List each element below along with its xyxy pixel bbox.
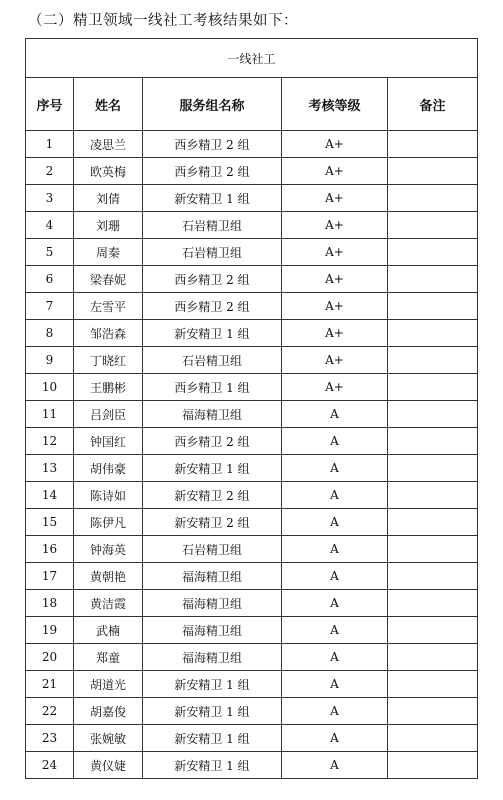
row-grade: A+ <box>282 131 388 158</box>
row-team: 西乡精卫 2 组 <box>143 293 282 320</box>
column-header-row <box>26 78 478 131</box>
row-note <box>388 509 478 536</box>
row-name: 丁晓红 <box>74 347 143 374</box>
row-name: 黄朝艳 <box>74 563 143 590</box>
row-team: 西乡精卫 1 组 <box>143 374 282 401</box>
row-number: 20 <box>26 644 74 671</box>
row-name: 郑童 <box>74 644 143 671</box>
row-note <box>388 428 478 455</box>
row-grade: A <box>282 725 388 752</box>
row-number: 12 <box>26 428 74 455</box>
row-note <box>388 482 478 509</box>
row-grade: A <box>282 698 388 725</box>
group-title: 一线社工 <box>26 39 478 78</box>
row-grade: A+ <box>282 347 388 374</box>
table-row <box>26 509 478 536</box>
row-grade: A <box>282 536 388 563</box>
table-row <box>26 158 478 185</box>
row-number: 6 <box>26 266 74 293</box>
row-team: 石岩精卫组 <box>143 212 282 239</box>
row-team: 福海精卫组 <box>143 563 282 590</box>
row-number: 8 <box>26 320 74 347</box>
table-row <box>26 212 478 239</box>
table-row <box>26 320 478 347</box>
row-number: 2 <box>26 158 74 185</box>
row-name: 凌思兰 <box>74 131 143 158</box>
row-note <box>388 185 478 212</box>
group-title-row <box>26 39 478 78</box>
row-number: 3 <box>26 185 74 212</box>
table-row <box>26 455 478 482</box>
row-team: 福海精卫组 <box>143 590 282 617</box>
table-row <box>26 752 478 779</box>
table-row <box>26 131 478 158</box>
row-grade: A <box>282 428 388 455</box>
table-row <box>26 266 478 293</box>
row-note <box>388 752 478 779</box>
row-number: 10 <box>26 374 74 401</box>
row-note <box>388 347 478 374</box>
row-name: 钟国红 <box>74 428 143 455</box>
row-name: 黄仪婕 <box>74 752 143 779</box>
row-number: 13 <box>26 455 74 482</box>
table-row <box>26 401 478 428</box>
row-grade: A <box>282 455 388 482</box>
row-name: 邹浩森 <box>74 320 143 347</box>
row-team: 新安精卫 2 组 <box>143 482 282 509</box>
row-note <box>388 374 478 401</box>
row-note <box>388 563 478 590</box>
row-team: 西乡精卫 2 组 <box>143 266 282 293</box>
row-name: 陈伊凡 <box>74 509 143 536</box>
row-team: 福海精卫组 <box>143 401 282 428</box>
row-note <box>388 266 478 293</box>
section-heading: （二）精卫领域一线社工考核结果如下： <box>28 13 298 29</box>
row-note <box>388 590 478 617</box>
row-name: 胡伟豪 <box>74 455 143 482</box>
row-grade: A+ <box>282 185 388 212</box>
row-name: 武楠 <box>74 617 143 644</box>
row-name: 吕剑臣 <box>74 401 143 428</box>
row-note <box>388 698 478 725</box>
column-header-name: 姓名 <box>74 78 143 131</box>
row-number: 24 <box>26 752 74 779</box>
row-number: 23 <box>26 725 74 752</box>
row-note <box>388 158 478 185</box>
row-name: 钟海英 <box>74 536 143 563</box>
row-number: 22 <box>26 698 74 725</box>
row-team: 西乡精卫 2 组 <box>143 158 282 185</box>
row-note <box>388 644 478 671</box>
column-header-team: 服务组名称 <box>143 78 282 131</box>
row-number: 14 <box>26 482 74 509</box>
row-team: 新安精卫 1 组 <box>143 320 282 347</box>
row-team: 石岩精卫组 <box>143 536 282 563</box>
row-team: 西乡精卫 2 组 <box>143 131 282 158</box>
row-number: 1 <box>26 131 74 158</box>
row-team: 石岩精卫组 <box>143 239 282 266</box>
row-name: 梁春妮 <box>74 266 143 293</box>
row-note <box>388 293 478 320</box>
table-row <box>26 374 478 401</box>
row-team: 新安精卫 1 组 <box>143 455 282 482</box>
row-team: 新安精卫 1 组 <box>143 185 282 212</box>
table-row <box>26 644 478 671</box>
row-name: 张婉敏 <box>74 725 143 752</box>
row-grade: A <box>282 590 388 617</box>
row-grade: A+ <box>282 239 388 266</box>
row-number: 19 <box>26 617 74 644</box>
table-row <box>26 563 478 590</box>
row-name: 黄洁霞 <box>74 590 143 617</box>
row-number: 4 <box>26 212 74 239</box>
table-row <box>26 185 478 212</box>
column-header-note: 备注 <box>388 78 478 131</box>
row-note <box>388 212 478 239</box>
row-name: 周秦 <box>74 239 143 266</box>
row-grade: A+ <box>282 158 388 185</box>
row-team: 石岩精卫组 <box>143 347 282 374</box>
table-row <box>26 293 478 320</box>
row-grade: A+ <box>282 293 388 320</box>
row-name: 刘珊 <box>74 212 143 239</box>
column-header-grade: 考核等级 <box>282 78 388 131</box>
row-note <box>388 671 478 698</box>
row-grade: A+ <box>282 266 388 293</box>
row-number: 17 <box>26 563 74 590</box>
assessment-results-table <box>25 38 478 779</box>
row-note <box>388 536 478 563</box>
row-number: 7 <box>26 293 74 320</box>
table-row <box>26 428 478 455</box>
table-row <box>26 698 478 725</box>
table-row <box>26 482 478 509</box>
table-body <box>26 131 478 779</box>
row-name: 刘倩 <box>74 185 143 212</box>
row-number: 18 <box>26 590 74 617</box>
row-number: 5 <box>26 239 74 266</box>
row-grade: A <box>282 752 388 779</box>
row-grade: A <box>282 671 388 698</box>
row-note <box>388 617 478 644</box>
row-team: 新安精卫 1 组 <box>143 725 282 752</box>
row-grade: A <box>282 482 388 509</box>
row-grade: A <box>282 644 388 671</box>
row-number: 9 <box>26 347 74 374</box>
row-name: 胡道光 <box>74 671 143 698</box>
row-grade: A <box>282 563 388 590</box>
row-name: 欧英梅 <box>74 158 143 185</box>
row-name: 王鹏彬 <box>74 374 143 401</box>
table-row <box>26 671 478 698</box>
row-number: 21 <box>26 671 74 698</box>
row-note <box>388 725 478 752</box>
row-grade: A <box>282 401 388 428</box>
row-grade: A <box>282 509 388 536</box>
table-row <box>26 536 478 563</box>
row-name: 陈诗如 <box>74 482 143 509</box>
row-team: 新安精卫 1 组 <box>143 698 282 725</box>
row-team: 新安精卫 2 组 <box>143 509 282 536</box>
row-grade: A+ <box>282 320 388 347</box>
row-grade: A+ <box>282 374 388 401</box>
row-grade: A <box>282 617 388 644</box>
table-row <box>26 239 478 266</box>
table-row <box>26 725 478 752</box>
row-team: 福海精卫组 <box>143 617 282 644</box>
table-row <box>26 590 478 617</box>
table-row <box>26 347 478 374</box>
row-team: 新安精卫 1 组 <box>143 752 282 779</box>
row-note <box>388 131 478 158</box>
row-note <box>388 455 478 482</box>
row-number: 11 <box>26 401 74 428</box>
row-note <box>388 320 478 347</box>
row-grade: A+ <box>282 212 388 239</box>
row-note <box>388 401 478 428</box>
table-row <box>26 617 478 644</box>
row-number: 15 <box>26 509 74 536</box>
row-team: 新安精卫 1 组 <box>143 671 282 698</box>
row-team: 西乡精卫 2 组 <box>143 428 282 455</box>
row-team: 福海精卫组 <box>143 644 282 671</box>
row-note <box>388 239 478 266</box>
row-name: 左雪平 <box>74 293 143 320</box>
column-header-no: 序号 <box>26 78 74 131</box>
row-number: 16 <box>26 536 74 563</box>
row-name: 胡嘉俊 <box>74 698 143 725</box>
